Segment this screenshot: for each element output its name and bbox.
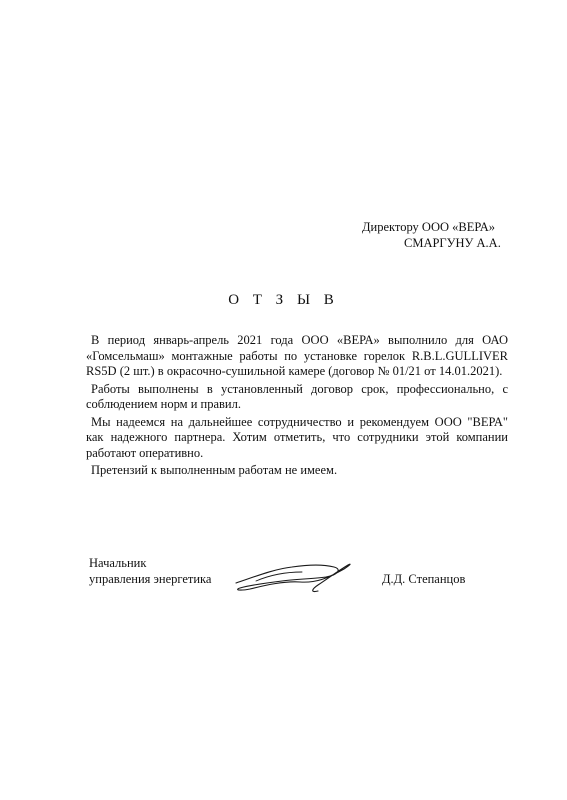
body-paragraph-2: Работы выполнены в установленный договор срок, профессионально, с соблюдением норм и правил. (86, 381, 508, 411)
handwritten-signature (226, 555, 356, 599)
document-title: О Т З Ы В (228, 292, 339, 308)
body-paragraph-4: Претензий к выполненным работам не имеем. (91, 463, 338, 477)
addressee-line-1: Директору ООО «ВЕРА» (362, 220, 495, 234)
body-paragraph-3: Мы надеемся на дальнейшее сотрудничество и рекомендуем ООО "ВЕРА" как надежного партнера. Хотим отметить, что сотрудники этой компании работают оперативно. (86, 414, 508, 460)
signature-block (86, 555, 516, 605)
signer-position-line-2: управления энергетика (89, 572, 212, 586)
signer-position (89, 555, 249, 587)
signer-position-line-1: Начальник (89, 556, 147, 570)
addressee-line-2: СМАРГУНУ А.А. (404, 236, 501, 250)
signer-name: Д.Д. Степанцов (382, 572, 466, 586)
document-body (86, 333, 508, 481)
addressee-block (362, 219, 532, 251)
body-paragraph-1: В период январь-апрель 2021 года ООО «ВЕРА» выполнило для ОАО «Гомсельмаш» монтажные работы по установке горелок R.B.L.GULLIVER RS5D (2 шт.) в окрасочно-сушильной камере (договор № 01/21 от 14.01.2021). (86, 333, 508, 378)
